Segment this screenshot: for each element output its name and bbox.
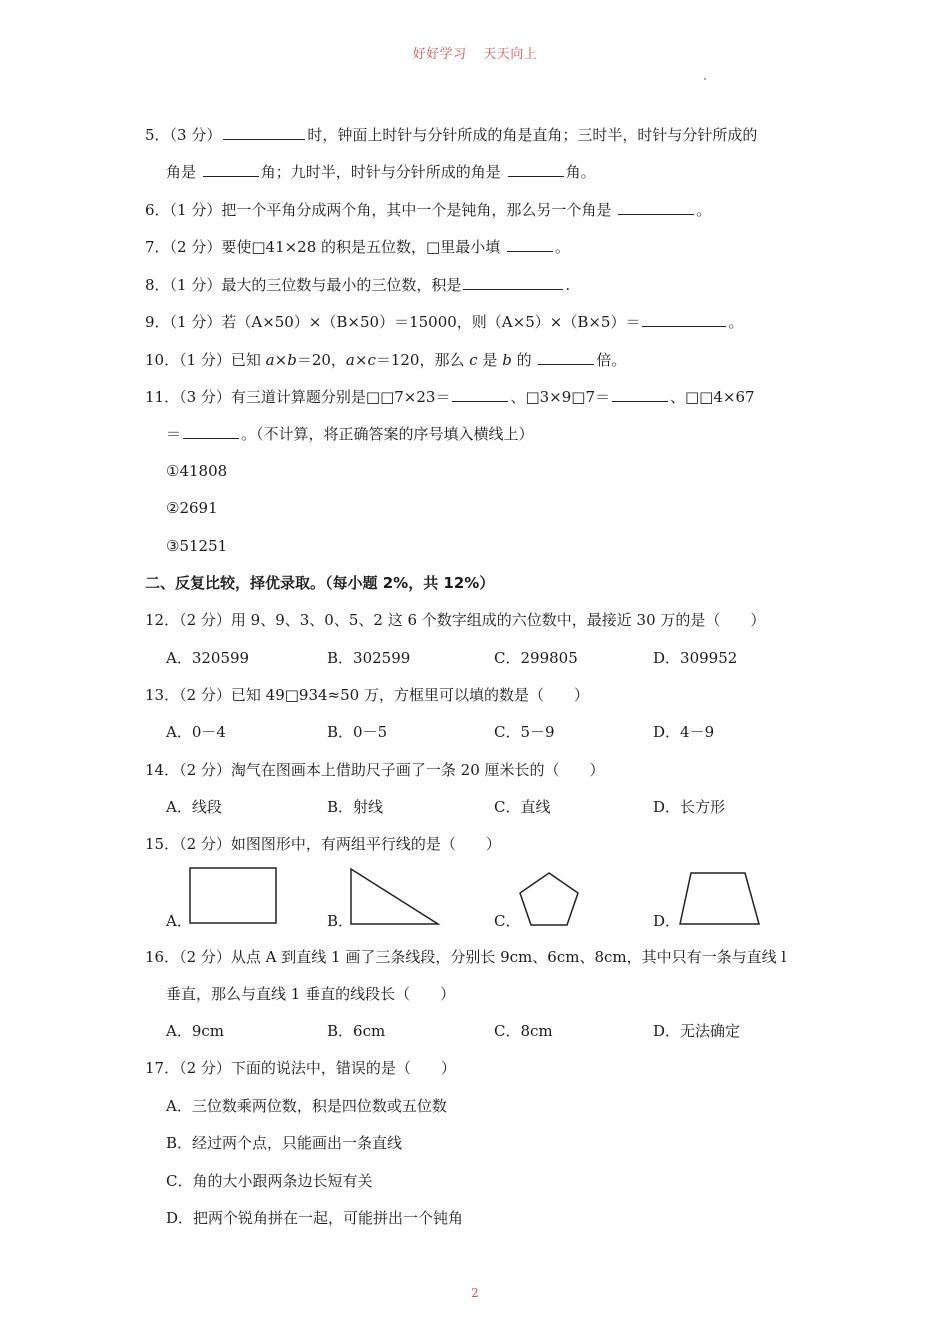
right-triangle-shape [348, 866, 442, 928]
question-9: 9．（1 分）若（A×50）×（B×50）＝15000，则（A×5）×（B×5）＝ 。 [145, 313, 744, 331]
question-14: 14．（2 分）淘气在图画本上借助尺子画了一条 20 厘米长的（ ） [145, 761, 605, 779]
answer-blank[interactable] [463, 274, 563, 290]
trapezoid-shape [677, 870, 763, 928]
question-13: 13．（2 分）已知 49□934≈50 万，方框里可以填的数是（ ） [145, 686, 589, 704]
q14-option-a[interactable]: A．线段 [166, 798, 222, 816]
answer-blank[interactable] [203, 161, 259, 177]
answer-blank[interactable] [618, 199, 694, 215]
question-5-line-2: 角是 角；九时半，时针与分针所成的角是 角。 [166, 163, 596, 181]
q15-option-d[interactable]: D． [653, 912, 681, 930]
q13-option-c[interactable]: C．5－9 [494, 723, 555, 741]
q14-option-d[interactable]: D．长方形 [653, 798, 726, 816]
q13-option-d[interactable]: D．4－9 [653, 723, 715, 741]
answer-blank[interactable] [508, 161, 564, 177]
header-right: 天天向上 [483, 47, 538, 62]
page-number: 2 [471, 1286, 479, 1300]
q16-option-b[interactable]: B．6cm [327, 1022, 386, 1040]
question-11-line-2: ＝ 。（不计算，将正确答案的序号填入横线上） [166, 425, 534, 443]
question-6: 6．（1 分）把一个平角分成两个角，其中一个是钝角，那么另一个角是 。 [145, 201, 712, 219]
q17-option-b[interactable]: B．经过两个点，只能画出一条直线 [166, 1134, 403, 1152]
answer-blank[interactable] [452, 386, 508, 402]
question-16-line-2: 垂直，那么与直线 1 垂直的线段长（ ） [166, 985, 456, 1003]
q12-option-b[interactable]: B．302599 [327, 649, 411, 667]
question-17: 17．（2 分）下面的说法中，错误的是（ ） [145, 1059, 456, 1077]
answer-blank[interactable] [507, 236, 553, 252]
q16-option-c[interactable]: C．8cm [494, 1022, 553, 1040]
q16-option-d[interactable]: D．无法确定 [653, 1022, 741, 1040]
page-header [0, 43, 950, 62]
header-left: 好好学习 [412, 47, 467, 62]
decorative-dot [704, 78, 706, 80]
pentagon-shape [516, 870, 582, 928]
question-15: 15．（2 分）如图图形中，有两组平行线的是（ ） [145, 835, 501, 853]
rectangle-shape [188, 866, 280, 926]
q13-option-b[interactable]: B．0－5 [327, 723, 388, 741]
q17-option-a[interactable]: A．三位数乘两位数，积是四位数或五位数 [166, 1097, 447, 1115]
q11-option-1: ①41808 [166, 462, 228, 480]
q12-option-a[interactable]: A．320599 [166, 649, 250, 667]
question-7: 7．（2 分）要使□41×28 的积是五位数，□里最小填 。 [145, 238, 571, 256]
answer-blank[interactable] [538, 349, 594, 365]
question-11-line-1: 11．（3 分）有三道计算题分别是□□7×23＝ 、□3×9□7＝ 、□□4×67 [145, 388, 755, 406]
answer-blank[interactable] [183, 423, 239, 439]
question-8: 8．（1 分）最大的三位数与最小的三位数，积是 . [145, 276, 571, 294]
q15-option-c[interactable]: C． [494, 912, 521, 930]
q16-option-a[interactable]: A．9cm [166, 1022, 225, 1040]
question-16-line-1: 16．（2 分）从点 A 到直线 1 画了三条线段，分别长 9cm、6cm、8cm，其中只有一条与直线 l [145, 948, 787, 966]
q17-option-c[interactable]: C．角的大小跟两条边长短有关 [166, 1172, 373, 1190]
q12-option-c[interactable]: C．299805 [494, 649, 578, 667]
question-5-line-1: 5．（3 分） 时，钟面上时针与分针所成的角是直角；三时半，时针与分针所成的 [145, 126, 758, 144]
q14-option-c[interactable]: C．直线 [494, 798, 551, 816]
answer-blank[interactable] [612, 386, 668, 402]
q11-option-3: ③51251 [166, 537, 228, 555]
q14-option-b[interactable]: B．射线 [327, 798, 384, 816]
answer-blank[interactable] [642, 311, 726, 327]
q17-option-d[interactable]: D．把两个锐角拼在一起，可能拼出一个钝角 [166, 1209, 464, 1227]
q15-option-b[interactable]: B． [327, 912, 354, 930]
q12-option-d[interactable]: D．309952 [653, 649, 738, 667]
section-2-title: 二、反复比较，择优录取。（每小题 2%，共 12%） [145, 574, 495, 592]
q11-option-2: ②2691 [166, 499, 218, 517]
answer-blank[interactable] [223, 124, 305, 140]
q15-option-a[interactable]: A． [166, 912, 192, 930]
question-10: 10．（1 分）已知 a×b＝20，a×c＝120，那么 c 是 b 的 倍。 [145, 351, 627, 369]
question-12: 12．（2 分）用 9、9、3、0、5、2 这 6 个数字组成的六位数中，最接近 30 万的是（ ） [145, 611, 766, 629]
q13-option-a[interactable]: A．0－4 [166, 723, 226, 741]
